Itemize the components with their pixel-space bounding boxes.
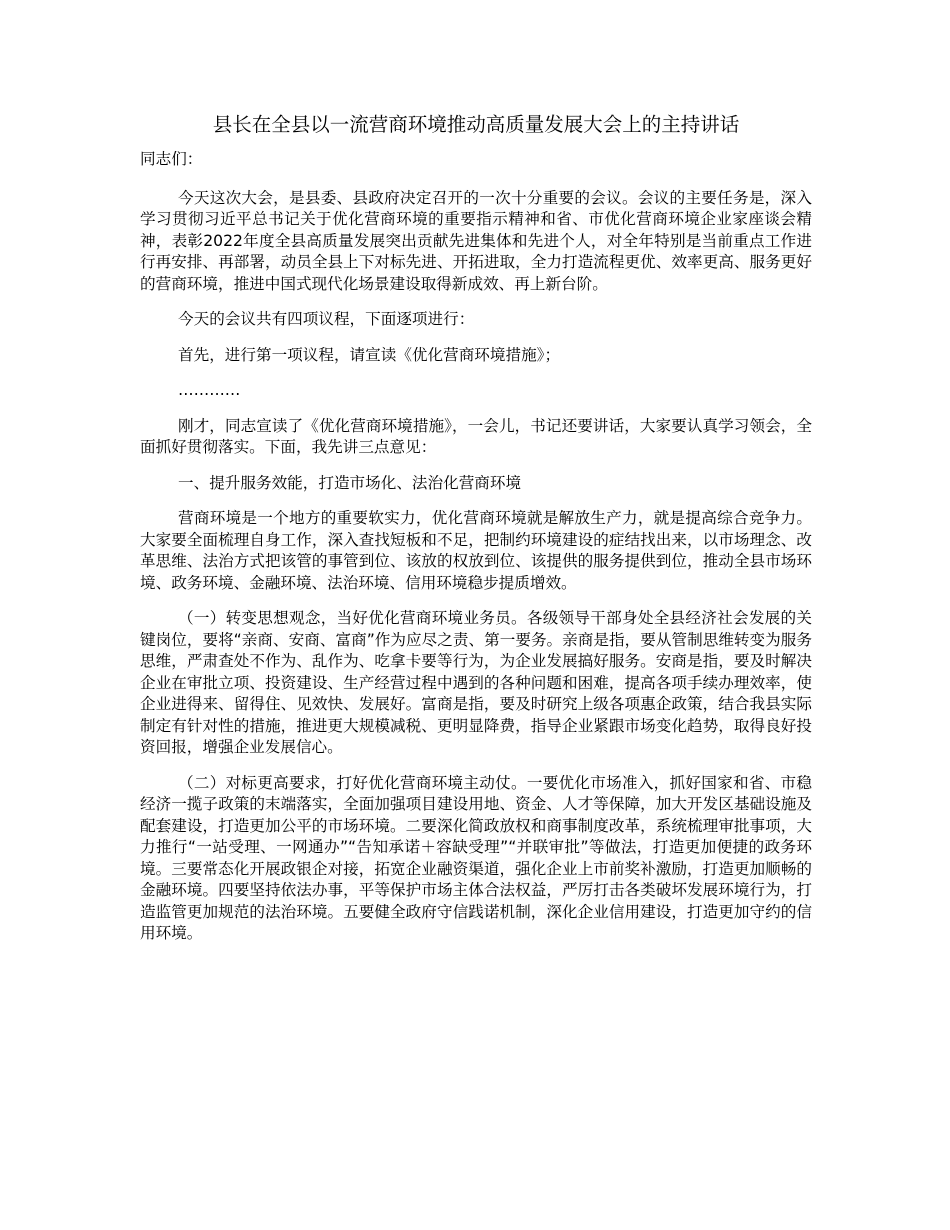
paragraph-intro: 今天这次大会，是县委、县政府决定召开的一次十分重要的会议。会议的主要任务是，深入学习贯彻习近平总书记关于优化营商环境的重要指示精神和省、市优化营商环境企业家座谈会精神，表彰2022年度全县高质量发展突出贡献先进集体和先进个人，对全年特别是当前重点工作进行再安排、再部署，动员全县上下对标先进、开拓进取，全力打造流程更优、效率更高、服务更好的营商环境，推进中国式现代化场景建设取得新成效、再上新台阶。 — [140, 188, 812, 293]
paragraph-subsection-2: （二）对标更高要求，打好优化营商环境主动仗。一要优化市场准入，抓好国家和省、市稳经济一揽子政策的末端落实，全面加强项目建设用地、资金、人才等保障，加大开发区基础设施及配套建设，打造更加公平的市场环境。二要深化简政放权和商事制度改革，系统梳理审批事项，大力推行“一站受理、一网通办”“告知承诺＋容缺受理”“并联审批”等做法，打造更加便捷的政务环境。三要常态化开展政银企对接，拓宽企业融资渠道，强化企业上市前奖补激励，打造更加顺畅的金融环境。四要坚持依法办事，平等保护市场主体合法权益，严厉打击各类破坏发展环境行为，打造监管更加规范的法治环境。五要健全政府守信践诺机制，深化企业信用建设，打造更加守约的信用环境。 — [140, 773, 812, 942]
paragraph-section-1-intro: 营商环境是一个地方的重要软实力，优化营商环境就是解放生产力，就是提高综合竞争力。大家要全面梳理自身工作，深入查找短板和不足，把制约环境建设的症结找出来，以市场理念、改革思维、法治方式把该管的事管到位、该放的权放到位、该提供的服务提供到位，推动全县市场环境、政务环境、金融环境、法治环境、信用环境稳步提质增效。 — [140, 509, 812, 592]
paragraph-first-item: 首先，进行第一项议程，请宣读《优化营商环境措施》； — [178, 345, 561, 364]
paragraph-subsection-1: （一）转变思想观念，当好优化营商环境业务员。各级领导干部身处全县经济社会发展的关键岗位，要将“亲商、安商、富商”作为应尽之责、第一要务。亲商是指，要从管制思维转变为服务思维，严肃查处不作为、乱作为、吃拿卡要等行为，为企业发展搞好服务。安商是指，要及时解决企业在审批立项、投资建设、生产经营过程中遇到的各种问题和困难，提高各项手续办理效率，使企业进得来、留得住、见效快、发展好。富商是指，要及时研究上级各项惠企政策，结合我县实际制定有针对性的措施，推进更大规模减税、更明显降费，指导企业紧跟市场变化趋势，取得良好投资回报，增强企业发展信心。 — [140, 609, 812, 756]
paragraph-transition: 刚才，同志宣读了《优化营商环境措施》，一会儿，书记还要讲话，大家要认真学习领会，全面抓好贯彻落实。下面，我先讲三点意见： — [140, 416, 812, 456]
document-title: 县长在全县以一流营商环境推动高质量发展大会上的主持讲话 — [212, 113, 740, 136]
paragraph-ellipsis: ………… — [178, 381, 241, 399]
greeting: 同志们： — [140, 150, 203, 168]
document-page — [140, 110, 812, 959]
section-heading-1: 一、提升服务效能，打造市场化、法治化营商环境 — [178, 473, 522, 492]
paragraph-agenda: 今天的会议共有四项议程，下面逐项进行： — [178, 310, 475, 328]
